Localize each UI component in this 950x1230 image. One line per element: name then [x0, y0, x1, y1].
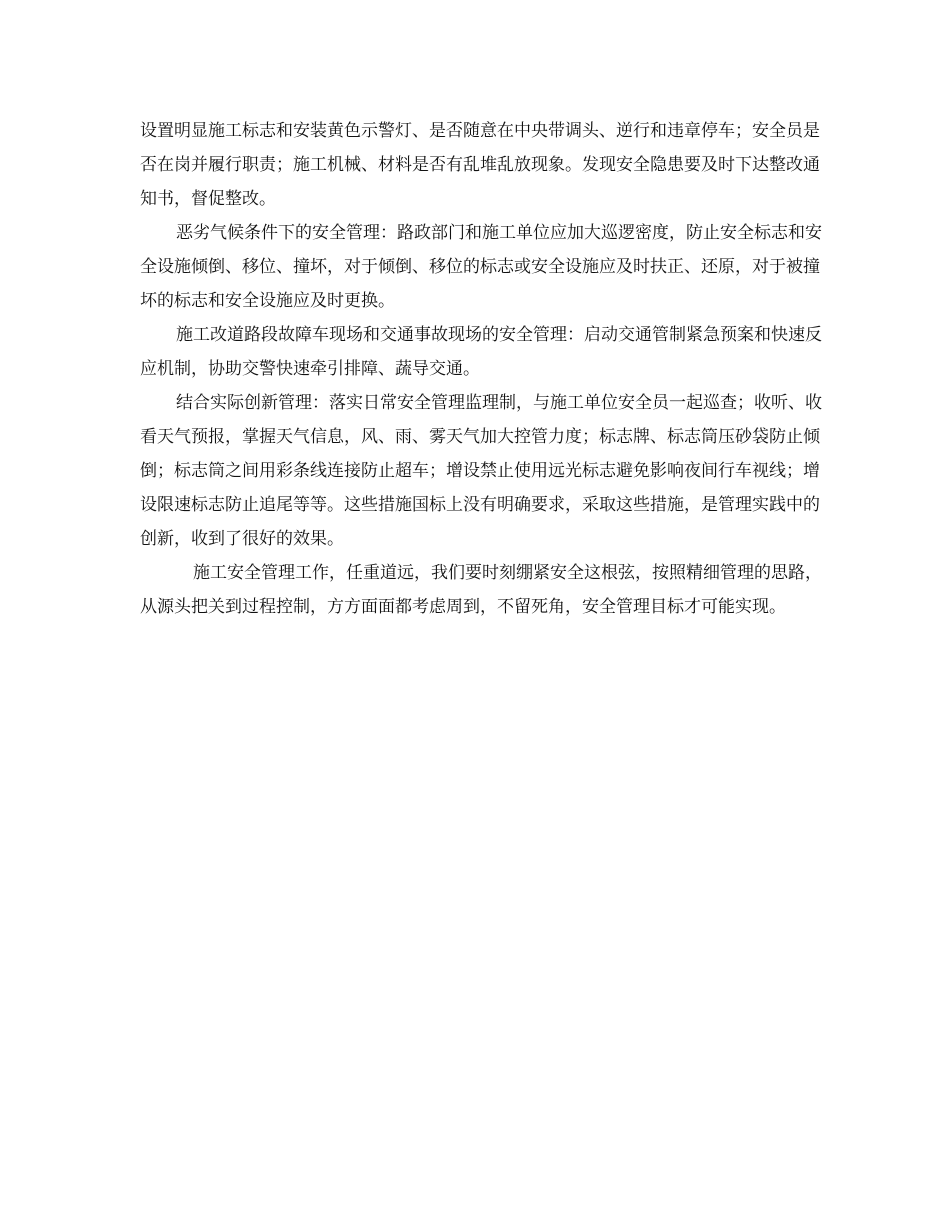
document-body	[140, 114, 830, 624]
paragraph-conclusion: 施工安全管理工作，任重道远，我们要时刻绷紧安全这根弦，按照精细管理的思路，从源头把关到过程控制，方方面面都考虑周到，不留死角，安全管理目标才可能实现。	[140, 563, 822, 617]
paragraph-inspection-items: 设置明显施工标志和安装黄色示警灯、是否随意在中央带调头、逆行和违章停车；安全员是否在岗并履行职责；施工机械、材料是否有乱堆乱放现象。发现安全隐患要及时下达整改通知书，督促整改。	[140, 121, 820, 209]
paragraph-accident-scene-management: 施工改道路段故障车现场和交通事故现场的安全管理：启动交通管制紧急预案和快速反应机制，协助交警快速牵引排障、蔬导交通。	[140, 325, 822, 379]
paragraph-innovative-management: 结合实际创新管理：落实日常安全管理监理制，与施工单位安全员一起巡查；收听、收看天气预报，掌握天气信息，风、雨、雾天气加大控管力度；标志牌、标志筒压砂袋防止倾倒；标志筒之间用彩条线连接防止超车；增设禁止使用远光标志避免影响夜间行车视线；增设限速标志防止追尾等等。这些措施国标上没有明确要求，采取这些措施，是管理实践中的创新，收到了很好的效果。	[140, 393, 822, 549]
paragraph-bad-weather-management: 恶劣气候条件下的安全管理：路政部门和施工单位应加大巡逻密度，防止安全标志和安全设施倾倒、移位、撞坏，对于倾倒、移位的标志或安全设施应及时扶正、还原，对于被撞坏的标志和安全设施应及时更换。	[140, 223, 822, 311]
